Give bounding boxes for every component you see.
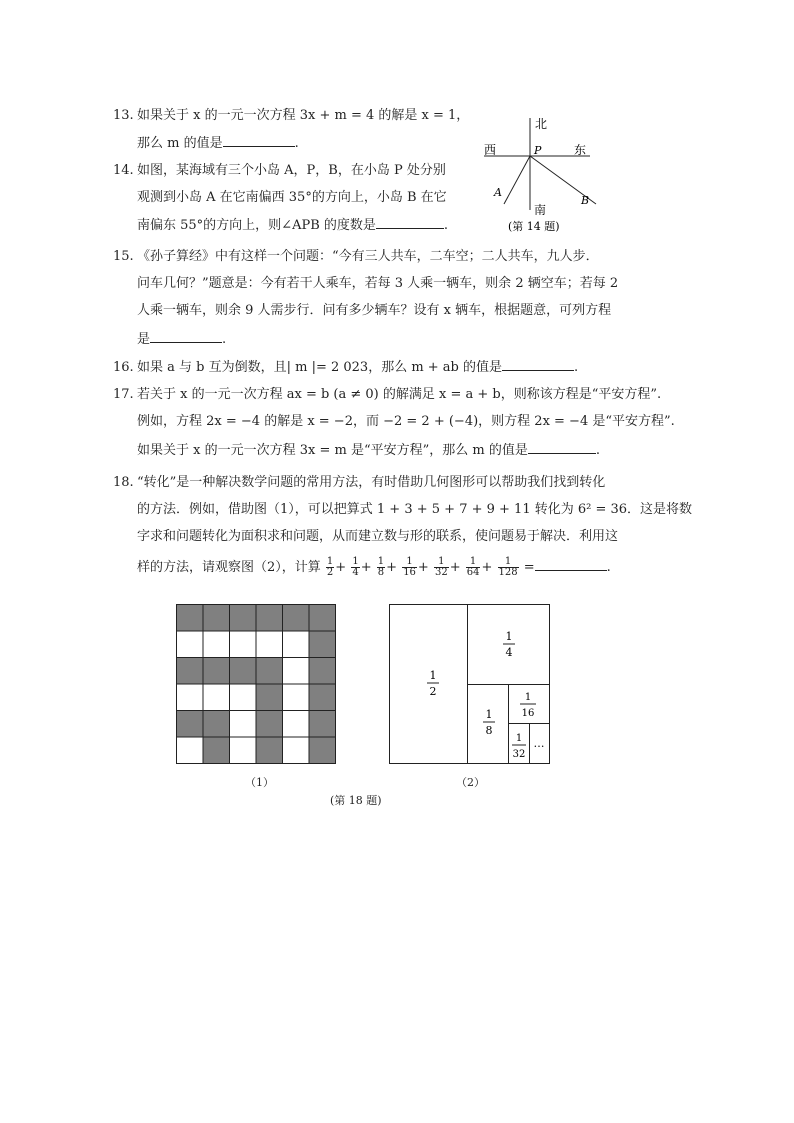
figure-2-squares bbox=[389, 604, 551, 764]
figure-1-grid bbox=[176, 604, 336, 764]
question-18-line4: 样的方法，请观察图（2），计算 $\frac{1}{2}$ + $\frac{1}{4}$ + $\frac{1}{8}$ + $\frac{1}{16}$ + $\frac{1}{32}$ + $\frac{1}{64}$ + $\frac{1}{128}$ = . bbox=[137, 556, 611, 578]
grid-cell bbox=[256, 658, 283, 685]
grid-cell bbox=[256, 684, 283, 711]
grid-cell bbox=[309, 711, 336, 738]
fig2-caption: （2） bbox=[456, 776, 485, 789]
question-17-line2: 例如，方程 2x = −4 的解是 x = −2，而 −2 = 2 + (−4)，则方程 2x = −4 是“平安方程”. bbox=[137, 414, 675, 429]
svg-text:8: 8 bbox=[485, 724, 493, 737]
grid-cell bbox=[256, 605, 283, 632]
compass-figure-14 bbox=[478, 112, 604, 236]
grid-cell bbox=[309, 737, 336, 764]
grid-cell bbox=[203, 658, 230, 685]
svg-text:1: 1 bbox=[485, 708, 493, 721]
question-15-line4: 是 . bbox=[137, 332, 227, 347]
question-14-line2: 观测到小岛 A 在它南偏西 35°的方向上，小岛 B 在它 bbox=[137, 190, 447, 205]
question-15-line2: 问车几何？”题意是：今有若干人乘车，若每 3 人乘一辆车，则余 2 辆空车；若每 2 bbox=[137, 276, 619, 291]
fraction-1-16: $\frac{1}{16}$ bbox=[403, 556, 416, 578]
grid-cell bbox=[256, 737, 283, 764]
svg-text:4: 4 bbox=[505, 646, 513, 659]
question-17-line3: 如果关于 x 的一元一次方程 3x = m 是“平安方程”，那么 m 的值是 . bbox=[137, 443, 600, 458]
question-14: 14. 如图，某海域有三个小岛 A，P，B，在小岛 P 处分别 bbox=[113, 163, 446, 178]
question-16: 16. 如果 a 与 b 互为倒数，且| m |= 2 023，那么 m + ab 的值是 . bbox=[113, 360, 579, 375]
fraction-1-4: $\frac{1}{4}$ bbox=[352, 556, 359, 578]
question-15-line3: 人乘一辆车，则余 9 人需步行．问有多少辆车？设有 x 辆车，根据题意，可列方程 bbox=[137, 303, 612, 318]
label-p: P bbox=[534, 144, 542, 157]
fraction-1-8: $\frac{1}{8}$ bbox=[377, 556, 385, 578]
fraction-1-2: $\frac{1}{2}$ bbox=[326, 556, 334, 578]
grid-cell bbox=[283, 737, 310, 764]
grid-cell bbox=[230, 711, 257, 738]
grid-cell bbox=[203, 631, 230, 658]
grid-cell bbox=[177, 711, 204, 738]
grid-cell bbox=[177, 631, 204, 658]
grid-cell bbox=[203, 711, 230, 738]
grid-cell bbox=[177, 737, 204, 764]
fraction-1-32: $\frac{1}{32}$ bbox=[434, 556, 448, 578]
grid-cell bbox=[230, 605, 257, 632]
grid-cell bbox=[309, 605, 336, 632]
grid-cell bbox=[203, 684, 230, 711]
svg-text:1: 1 bbox=[505, 630, 513, 643]
svg-text:16: 16 bbox=[521, 708, 535, 719]
grid-cell bbox=[309, 684, 336, 711]
fraction-1-64: $\frac{1}{64}$ bbox=[466, 556, 480, 578]
label-thirtysecond bbox=[512, 733, 526, 760]
grid-cell bbox=[177, 658, 204, 685]
label-eighth bbox=[483, 708, 495, 737]
grid-cell bbox=[230, 684, 257, 711]
caption-14: (第 14 题) bbox=[508, 220, 560, 233]
grid-cell bbox=[177, 605, 204, 632]
label-b: B bbox=[581, 194, 590, 207]
answer-blank-13[interactable] bbox=[223, 134, 295, 147]
grid-cell bbox=[283, 684, 310, 711]
svg-text:1: 1 bbox=[429, 669, 437, 682]
grid-cell bbox=[309, 631, 336, 658]
svg-text:32: 32 bbox=[512, 749, 526, 760]
grid-cell bbox=[283, 605, 310, 632]
question-18-line3: 字求和问题转化为面积求和问题，从而建立数与形的联系，使问题易于解决．利用这 bbox=[137, 529, 619, 544]
svg-text:1: 1 bbox=[515, 733, 523, 744]
answer-blank-15[interactable] bbox=[150, 330, 222, 343]
label-south: 南 bbox=[534, 203, 547, 217]
grid-cell bbox=[256, 631, 283, 658]
answer-blank-18[interactable] bbox=[535, 558, 607, 571]
grid-cell bbox=[283, 631, 310, 658]
grid-cell bbox=[230, 737, 257, 764]
fraction-1-128: $\frac{1}{128}$ bbox=[498, 556, 518, 578]
svg-text:1: 1 bbox=[524, 692, 532, 703]
question-14-line3: 南偏东 55°的方向上，则∠APB 的度数是 . bbox=[137, 218, 449, 233]
grid-cell bbox=[309, 658, 336, 685]
label-north: 北 bbox=[535, 117, 548, 131]
caption-18: (第 18 题) bbox=[330, 794, 382, 807]
question-18: 18. “转化”是一种解决数学问题的常用方法，有时借助几何图形可以帮助我们找到转化 bbox=[113, 475, 606, 490]
question-13: 13. 如果关于 x 的一元一次方程 3x + m = 4 的解是 x = 1， bbox=[113, 108, 470, 123]
grid-cell bbox=[203, 737, 230, 764]
label-half bbox=[427, 669, 439, 698]
grid-cell bbox=[203, 605, 230, 632]
answer-blank-17[interactable] bbox=[528, 441, 596, 454]
label-a: A bbox=[494, 186, 502, 199]
label-ellipsis: … bbox=[533, 737, 545, 750]
label-quarter bbox=[503, 630, 515, 659]
label-west: 西 bbox=[484, 143, 497, 157]
question-15: 15. 《孙子算经》中有这样一个问题：“今有三人共车，二车空；二人共车，九人步． bbox=[113, 249, 599, 264]
label-east: 东 bbox=[574, 143, 587, 157]
grid-cell bbox=[230, 658, 257, 685]
grid-cell bbox=[256, 711, 283, 738]
label-sixteenth bbox=[520, 692, 536, 719]
answer-blank-16[interactable] bbox=[502, 358, 574, 371]
fig1-caption: （1） bbox=[245, 776, 274, 789]
answer-blank-14[interactable] bbox=[376, 216, 444, 229]
grid-cell bbox=[283, 711, 310, 738]
grid-cell bbox=[177, 684, 204, 711]
grid-cell bbox=[230, 631, 257, 658]
question-18-line2: 的方法．例如，借助图（1），可以把算式 1 + 3 + 5 + 7 + 9 + 11 转化为 6² = 36．这是将数 bbox=[137, 502, 693, 517]
question-13-line2: 那么 m 的值是 . bbox=[137, 136, 299, 151]
ray-pa bbox=[504, 156, 530, 204]
svg-text:2: 2 bbox=[429, 685, 437, 698]
question-17: 17. 若关于 x 的一元一次方程 ax = b (a ≠ 0) 的解满足 x = a + b，则称该方程是“平安方程”. bbox=[113, 387, 662, 402]
q13-line1: 如果关于 x 的一元一次方程 3x + m = 4 的解是 x = 1， bbox=[137, 108, 470, 123]
grid-cell bbox=[283, 658, 310, 685]
